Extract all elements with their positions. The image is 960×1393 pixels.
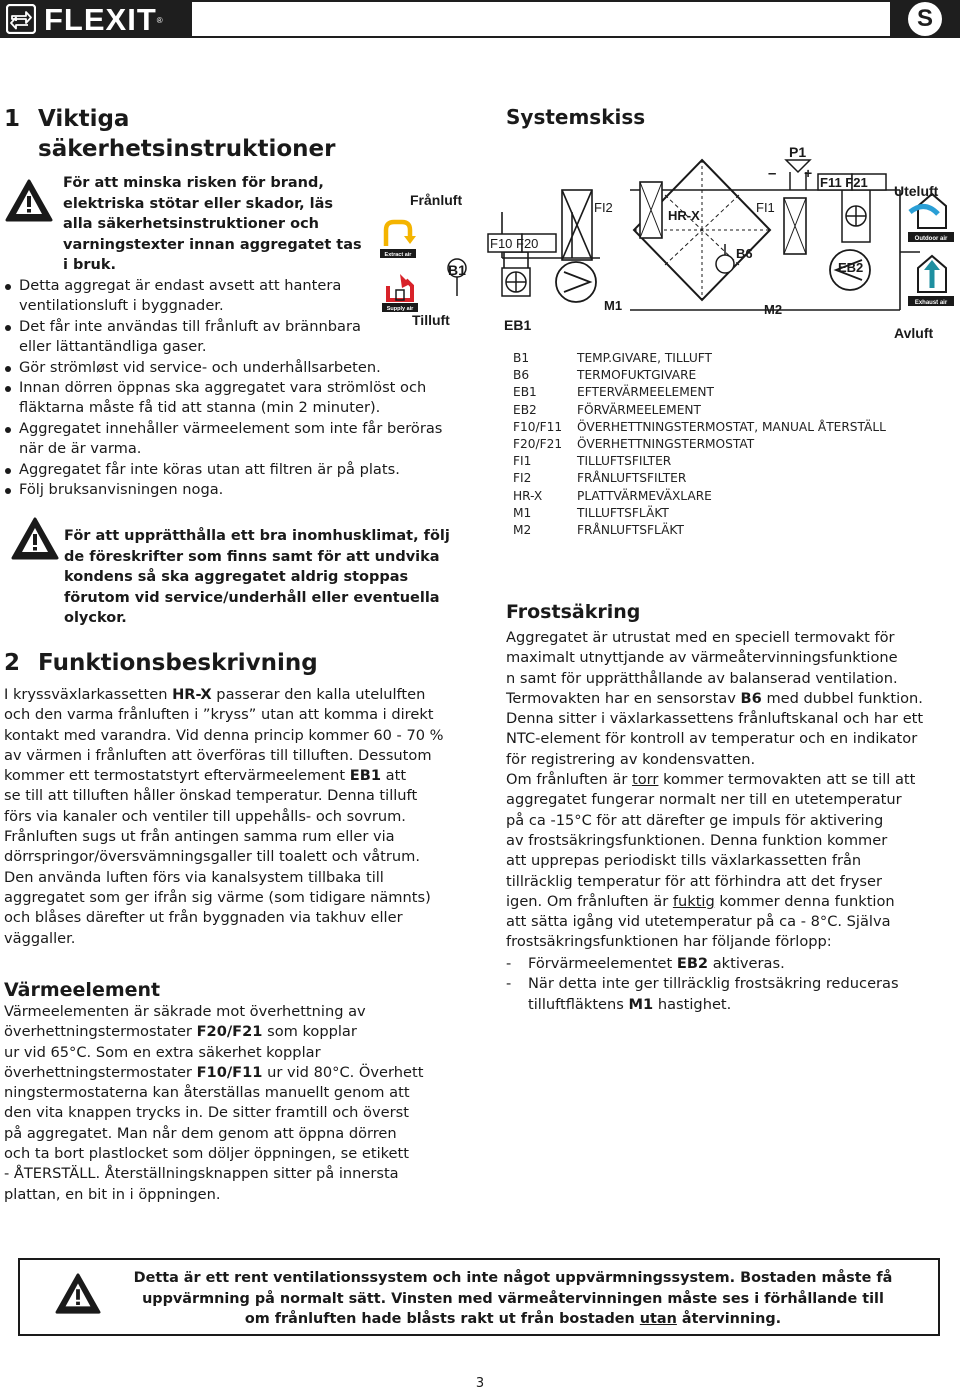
legend-row	[513, 419, 886, 436]
paragraph-line	[4, 1185, 474, 1205]
text-run: ur vid 80°C. Överhett	[262, 1063, 424, 1081]
paragraph-line	[506, 750, 946, 770]
text-run: dörrspringor/översvämningsgaller till toalett och våtrum.	[4, 848, 420, 866]
f10-f20-label: F10 F20	[490, 236, 539, 251]
text-run: Den använda luften förs via kanalsystem tillbaka till	[4, 868, 384, 886]
paragraph-line	[4, 807, 474, 827]
text-run: plattan, en bit in i öppningen.	[4, 1185, 221, 1203]
warning-triangle-icon	[10, 516, 60, 562]
legend-description: PLATTVÄRMEVÄXLARE	[577, 488, 712, 503]
paragraph-line	[506, 831, 946, 851]
warning-line: För att upprätthålla ett bra inomhusklimat, följ	[64, 528, 450, 544]
text-run: M1	[628, 995, 654, 1013]
legend-row	[513, 453, 886, 470]
text-run: kommer ett termostatstyrt eftervärmeelement	[4, 767, 350, 785]
eb2-heater	[842, 190, 870, 242]
legend-code: B6	[513, 368, 530, 383]
legend-code: EB2	[513, 402, 537, 417]
legend-description: TILLUFTSFILTER	[577, 454, 672, 469]
brand-logo: FLEXIT®	[44, 2, 163, 37]
text-run: aggregatet fungerar normalt ner till en utetemperatur	[506, 791, 902, 809]
legend-description: TEMP.GIVARE, TILLUFT	[577, 351, 713, 365]
paragraph-line	[506, 912, 946, 932]
paragraph-line	[506, 770, 946, 790]
legend-code: HR-X	[513, 488, 543, 503]
paragraph-line	[4, 929, 474, 949]
bullet-item	[4, 460, 474, 480]
text-run: aggregatet som ger ifrån sig värme (som tidigare nämnts)	[4, 888, 431, 906]
m2-label: M2	[764, 302, 783, 317]
frostsakring-text	[506, 628, 946, 953]
warning-line: varningstexter innan aggregatet tas	[63, 236, 362, 253]
notice-line	[108, 1268, 918, 1289]
text-run: på aggregatet. Man når dem genom att öppna dörren	[4, 1124, 397, 1142]
text-run: fuktig	[672, 892, 715, 910]
paragraph-line	[4, 1043, 474, 1063]
legend-row	[513, 402, 886, 419]
text-run: ur vid 65°C. Som en extra säkerhet kopplar	[4, 1043, 321, 1061]
paragraph-line	[4, 1164, 474, 1184]
frostsakring-steps	[506, 954, 946, 1015]
paragraph-line	[4, 888, 474, 908]
text-run: av värmen i frånluften att överföras till tilluften. Dessutom	[4, 746, 432, 764]
section-2-heading: 2 Funktionsbeskrivning	[4, 650, 318, 676]
paragraph-line	[4, 786, 474, 806]
bullet-item	[4, 419, 474, 460]
supply-air-icon	[380, 270, 420, 314]
legend-description: FRÅNLUFTSFLÄKT	[577, 523, 684, 538]
paragraph-line	[4, 726, 474, 746]
fi1-label: FI1	[756, 200, 775, 215]
text-run: överhettningstermostater	[4, 1023, 197, 1041]
text-run: för registrering av kondensvatten.	[506, 750, 756, 768]
b6-sensor	[716, 244, 734, 273]
text-run: hastighet.	[653, 995, 732, 1013]
text-run: att sätta igång vid utetemperatur på ca - 8°C. Själva	[506, 913, 891, 931]
paragraph-line	[4, 1002, 474, 1022]
text-run: Förvärmeelementet	[528, 955, 677, 972]
text-run: När detta inte ger tillräcklig frostsäkring reduceras	[528, 975, 899, 993]
frostsakring-heading: Frostsäkring	[506, 601, 641, 623]
legend-description: EFTERVÄRMEELEMENT	[577, 385, 714, 400]
extract-air-badge: Extract air	[384, 252, 412, 258]
paragraph-line	[506, 811, 946, 831]
text-run: I kryssväxlarkassetten	[4, 686, 173, 703]
text-run: frostsäkringsfunktionen har följande förlopp:	[506, 933, 832, 951]
avluft-label: Avluft	[894, 325, 934, 341]
exhaust-air-icon	[908, 256, 954, 306]
text-run: och ta bort plastlocket som döljer öppningen, se etikett	[4, 1145, 409, 1163]
paragraph-line	[4, 766, 474, 786]
bullet-line: Följ bruksanvisningen noga.	[19, 481, 224, 499]
legend-description: TILLUFTSFLÄKT	[577, 505, 669, 520]
notice-line	[108, 1309, 918, 1330]
paragraph-line	[4, 1124, 474, 1144]
bullet-line: Innan dörren öppnas ska aggregatet vara strömlöst och	[19, 379, 427, 397]
notice-text	[108, 1268, 918, 1330]
f11-f21-label: F11 F21	[820, 175, 868, 190]
legend-code: EB1	[513, 385, 537, 400]
text-run: maximalt utnyttjande av värmeåtervinningsfunktione	[506, 649, 898, 667]
exhaust-air-badge: Exhaust air	[914, 300, 948, 306]
text-run: NTC-element för kontroll av temperatur och en indikator	[506, 730, 918, 748]
paragraph-line	[4, 685, 474, 705]
text-run: om frånluften hade blåsts rakt ut från bostaden	[244, 1311, 640, 1327]
systemskiss-heading: Systemskiss	[506, 105, 646, 129]
system-diagram	[480, 140, 956, 350]
step-line	[528, 974, 946, 994]
b6-label: B6	[736, 246, 753, 261]
text-run: EB1	[349, 767, 382, 785]
eb2-label: EB2	[838, 260, 864, 275]
text-run: F10/F11	[196, 1063, 263, 1081]
warning-line: För att minska risken för brand,	[63, 175, 324, 191]
paragraph-line	[506, 709, 946, 729]
legend-code: F10/F11	[513, 419, 563, 434]
uteluft-label: Uteluft	[894, 183, 939, 199]
legend-row	[513, 488, 886, 505]
step-line	[528, 954, 946, 974]
bullet-item	[4, 378, 474, 419]
paragraph-line	[506, 872, 946, 892]
paragraph-line	[4, 847, 474, 867]
legend-row	[513, 470, 886, 487]
warning-line: i bruk.	[63, 257, 117, 273]
bullet-item	[4, 317, 474, 358]
paragraph-line	[506, 790, 946, 810]
text-run: B6	[740, 689, 762, 707]
paragraph-line	[4, 1103, 474, 1123]
legend-table	[513, 350, 886, 539]
legend-row	[513, 384, 886, 401]
warning-line: elektriska stötar eller skador, läs	[63, 195, 334, 212]
legend-code: B1	[513, 351, 530, 365]
paragraph-line	[4, 908, 474, 928]
warning-line: de föreskrifter som finns samt för att undvika	[64, 548, 440, 565]
paragraph-line	[506, 729, 946, 749]
extract-air-label: Frånluft	[410, 192, 463, 208]
text-run: EB2	[676, 955, 709, 972]
language-badge: S	[896, 0, 960, 38]
text-run: kommer denna funktion	[714, 892, 895, 910]
function-description	[4, 685, 474, 949]
paragraph-line	[506, 892, 946, 912]
warning-triangle-icon	[54, 1272, 102, 1316]
m1-label: M1	[604, 298, 623, 313]
paragraph-line	[4, 827, 474, 847]
warning-triangle-icon	[4, 178, 54, 224]
supply-air-badge: Supply air	[386, 306, 414, 312]
text-run: Termovakten har en sensorstav	[506, 689, 741, 707]
text-run: kontakt med varandra. Vid denna princip kommer 60 - 70 %	[4, 726, 444, 744]
b1-label: B1	[448, 262, 466, 278]
text-run: att upprepas periodiskt tills växlarkassetten från	[506, 852, 862, 870]
text-run: uppvärmning på normalt sätt. Vinsten med värmeåtervinningen måste ses i förhållande till	[142, 1290, 884, 1307]
indoor-climate-warning	[64, 526, 464, 629]
paragraph-line	[4, 1063, 474, 1083]
step-item	[506, 974, 946, 1015]
bullet-line: fläktarna måste få tid att stanna (min 2 minuter).	[19, 399, 381, 417]
bullet-line: Det får inte användas till frånluft av brännbara	[19, 317, 361, 335]
warning-line: olyckor.	[64, 610, 127, 626]
text-run: med dubbel funktion.	[761, 689, 923, 707]
text-run: HR-X	[172, 686, 212, 703]
paragraph-line	[4, 1144, 474, 1164]
fi2-label: FI2	[594, 200, 613, 215]
flexit-logo-icon	[6, 4, 36, 34]
paragraph-line	[506, 669, 946, 689]
legend-description: ÖVERHETTNINGSTERMOSTAT, MANUAL ÅTERSTÄLL	[577, 419, 886, 434]
text-run: överhettningstermostater	[4, 1063, 197, 1081]
warning-line: alla säkerhetsinstruktioner och	[63, 216, 320, 232]
text-run: passerar den kalla utelulften	[211, 686, 426, 703]
text-run: att	[381, 767, 407, 785]
legend-row	[513, 350, 886, 367]
legend-row	[513, 522, 886, 539]
text-run: förs via kanaler och ventiler till uppehålls- och sovrum.	[4, 807, 406, 825]
paragraph-line	[506, 932, 946, 952]
bullet-item	[4, 480, 474, 500]
bullet-line: Aggregatet får inte köras utan att filtren är på plats.	[19, 460, 400, 478]
text-run: Aggregatet är utrustat med en speciell termovakt för	[506, 629, 895, 646]
header-spacer	[192, 2, 890, 36]
paragraph-line	[506, 628, 946, 648]
paragraph-line	[4, 705, 474, 725]
paragraph-line	[4, 746, 474, 766]
text-run: se till att tilluften håller önskad temperatur. Denna tilluft	[4, 787, 418, 805]
warning-line: kondens så ska aggregatet aldrig stoppas	[64, 569, 409, 585]
supply-air-label: Tilluft	[412, 312, 450, 328]
outdoor-air-icon	[908, 194, 954, 242]
text-run: F20/F21	[196, 1023, 263, 1041]
page-number: 3	[475, 1376, 485, 1391]
bullet-line: eller lättantändliga gaser.	[19, 338, 207, 356]
text-run: tillräcklig temperatur för att förhindra att det fryser	[506, 872, 882, 890]
bullet-item	[4, 358, 474, 378]
text-run: - ÅTERSTÄLL. Återställningsknappen sitter på innersta	[4, 1165, 399, 1183]
safety-warning	[63, 173, 383, 276]
minus-label: –	[768, 165, 777, 182]
paragraph-line	[506, 648, 946, 668]
p1-label: P1	[789, 144, 807, 160]
text-run: Värmeelementen är säkrade mot överhettning av	[4, 1003, 366, 1020]
legend-code: M2	[513, 523, 532, 538]
step-line	[528, 995, 946, 1015]
text-run: Detta är ett rent ventilationssystem och inte något uppvärmningssystem. Bostaden måste få	[133, 1270, 893, 1286]
legend-code: FI2	[513, 471, 532, 486]
text-run: Frånluften sugs ut från antingen samma rum eller via	[4, 828, 395, 846]
legend-row	[513, 505, 886, 522]
text-run: tilluftfläktens	[528, 995, 629, 1013]
text-run: och blåses därefter ut från byggnaden via takhuv eller	[4, 909, 403, 927]
bullet-line: Gör strömløst vid service- och underhållsarbeten.	[19, 358, 381, 376]
text-run: kommer termovakten att se till att	[658, 771, 916, 789]
text-run: som kopplar	[262, 1023, 357, 1041]
text-run: n samt för upprätthållande av balanserad ventilation.	[506, 669, 898, 687]
text-run: Om frånluften är	[506, 771, 633, 789]
text-run: den vita knappen trycks in. De sitter framtill och överst	[4, 1104, 409, 1122]
plus-label: +	[804, 165, 813, 181]
text-run: ningstermostaterna kan återställas manuellt genom att	[4, 1084, 410, 1102]
text-run: Denna sitter i växlarkassettens frånluftskanal och har ett	[506, 710, 924, 728]
hrx-label: HR-X	[668, 208, 700, 223]
paragraph-line	[506, 689, 946, 709]
paragraph-line	[506, 851, 946, 871]
legend-description: FRÅNLUFTSFILTER	[577, 471, 687, 486]
text-run: väggaller.	[4, 929, 76, 947]
text-run: återvinning.	[676, 1311, 782, 1327]
varmeelement-heading: Värmeelement	[4, 979, 161, 1001]
legend-code: M1	[513, 505, 532, 520]
bullet-line: ventilationsluft i byggnader.	[19, 297, 224, 315]
paragraph-line	[4, 868, 474, 888]
fan-m1-symbol	[556, 262, 596, 302]
legend-code: F20/F21	[513, 437, 563, 452]
bullet-line: Aggregatet innehåller värmeelement som inte får beröras	[19, 419, 443, 437]
legend-description: ÖVERHETTNINGSTERMOSTAT	[577, 437, 755, 452]
varmeelement-text	[4, 1002, 474, 1205]
legend-row	[513, 436, 886, 453]
step-item	[506, 954, 946, 974]
text-run: torr	[632, 771, 659, 789]
warning-line: förutom vid service/underhåll eller eventuella	[64, 589, 440, 606]
eb1-heater	[502, 268, 530, 296]
outdoor-air-badge: Outdoor air	[914, 236, 948, 242]
text-run: och den varma frånluften i ”kryss” utan att komma i direkt	[4, 706, 434, 724]
text-run: igen. Om frånluften är	[506, 892, 673, 910]
bullet-line: Detta aggregat är endast avsett att hantera	[19, 277, 342, 294]
bullet-line: när de är varma.	[19, 440, 142, 458]
text-run: på ca -15°C för att därefter ge impuls för aktivering	[506, 811, 884, 829]
eb1-label: EB1	[504, 317, 532, 333]
text-run: av frostsäkringsfunktionen. Denna funktion kommer	[506, 831, 888, 849]
notice-line	[108, 1289, 918, 1310]
paragraph-line	[4, 1083, 474, 1103]
legend-description: FÖRVÄRMEELEMENT	[577, 402, 701, 417]
legend-description: TERMOFUKTGIVARE	[577, 368, 697, 383]
extract-air-icon	[378, 216, 418, 260]
text-run: aktiveras.	[708, 955, 785, 972]
legend-code: FI1	[513, 454, 532, 469]
component-legend	[513, 350, 886, 539]
text-run: utan	[639, 1311, 677, 1327]
legend-row	[513, 367, 886, 384]
section-1-heading: 1 Viktiga säkerhetsinstruktioner	[4, 106, 336, 162]
paragraph-line	[4, 1022, 474, 1042]
